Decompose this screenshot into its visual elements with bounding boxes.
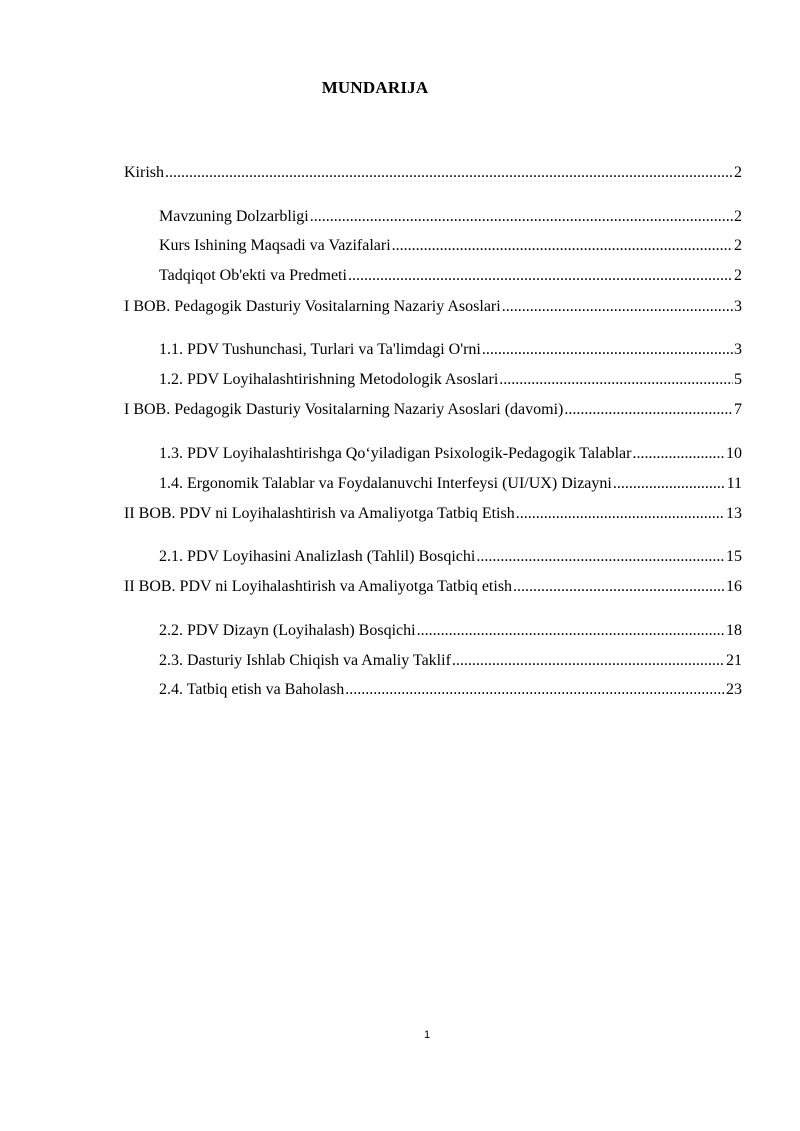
toc-entry-label: 1.2. PDV Loyihalashtirishning Metodologik Asoslari: [159, 371, 499, 388]
toc-page-number: 18: [726, 622, 742, 639]
toc-entry-label: Kirish: [124, 164, 164, 181]
toc-entry-label: I BOB. Pedagogik Dasturiy Vositalarning Nazariy Asoslari (davomi): [124, 401, 564, 418]
toc-page-number: 3: [734, 341, 742, 358]
toc-page-number: 15: [726, 548, 742, 565]
toc-page-number: 2: [734, 208, 742, 225]
toc-entry-label: 2.3. Dasturiy Ishlab Chiqish va Amaliy Taklif: [159, 652, 451, 669]
toc-page-number: 5: [734, 371, 742, 388]
toc-page-number: 7: [734, 401, 742, 418]
toc-entry-label: 2.1. PDV Loyihasini Analizlash (Tahlil) Bosqichi: [159, 548, 476, 565]
page-title: MUNDARIJA: [321, 78, 429, 97]
toc-entry-label: Kurs Ishining Maqsadi va Vazifalari: [159, 237, 391, 254]
toc-page-number: 13: [726, 505, 742, 522]
toc-entry-label: 2.2. PDV Dizayn (Loyihalash) Bosqichi: [159, 622, 416, 639]
toc-page-number: 2: [734, 164, 742, 181]
toc-page-number: 21: [726, 652, 742, 669]
toc-entry-label: II BOB. PDV ni Loyihalashtirish va Amaliyotga Tatbiq Etish: [124, 505, 515, 522]
toc-page-number: 2: [734, 267, 742, 284]
toc-entry-label: 2.4. Tatbiq etish va Baholash: [159, 681, 345, 698]
page-number: 1: [423, 1029, 431, 1041]
toc-entry-label: 1.3. PDV Loyihalashtirishga Qo‘yiladigan Psixologik-Pedagogik Talablar: [159, 445, 632, 462]
toc-entry-label: 1.1. PDV Tushunchasi, Turlari va Ta'limdagi O'rni: [159, 341, 481, 358]
toc-entry-label: 1.4. Ergonomik Talablar va Foydalanuvchi Interfeysi (UI/UX) Dizayni: [159, 475, 612, 492]
toc-page-number: 23: [726, 681, 742, 698]
toc-entry-label: II BOB. PDV ni Loyihalashtirish va Amaliyotga Tatbiq etish: [124, 578, 513, 595]
toc-entry-label: Tadqiqot Ob'ekti va Predmeti: [159, 267, 347, 284]
toc-page-number: 3: [734, 298, 742, 315]
toc-page-number: 10: [726, 445, 742, 462]
toc-entry-label: Mavzuning Dolzarbligi: [159, 208, 309, 225]
toc-page-number: 16: [726, 578, 742, 595]
toc-entry-label: I BOB. Pedagogik Dasturiy Vositalarning Nazariy Asoslari: [124, 298, 501, 315]
toc-page-number: 11: [726, 475, 742, 492]
toc-page-number: 2: [734, 237, 742, 254]
